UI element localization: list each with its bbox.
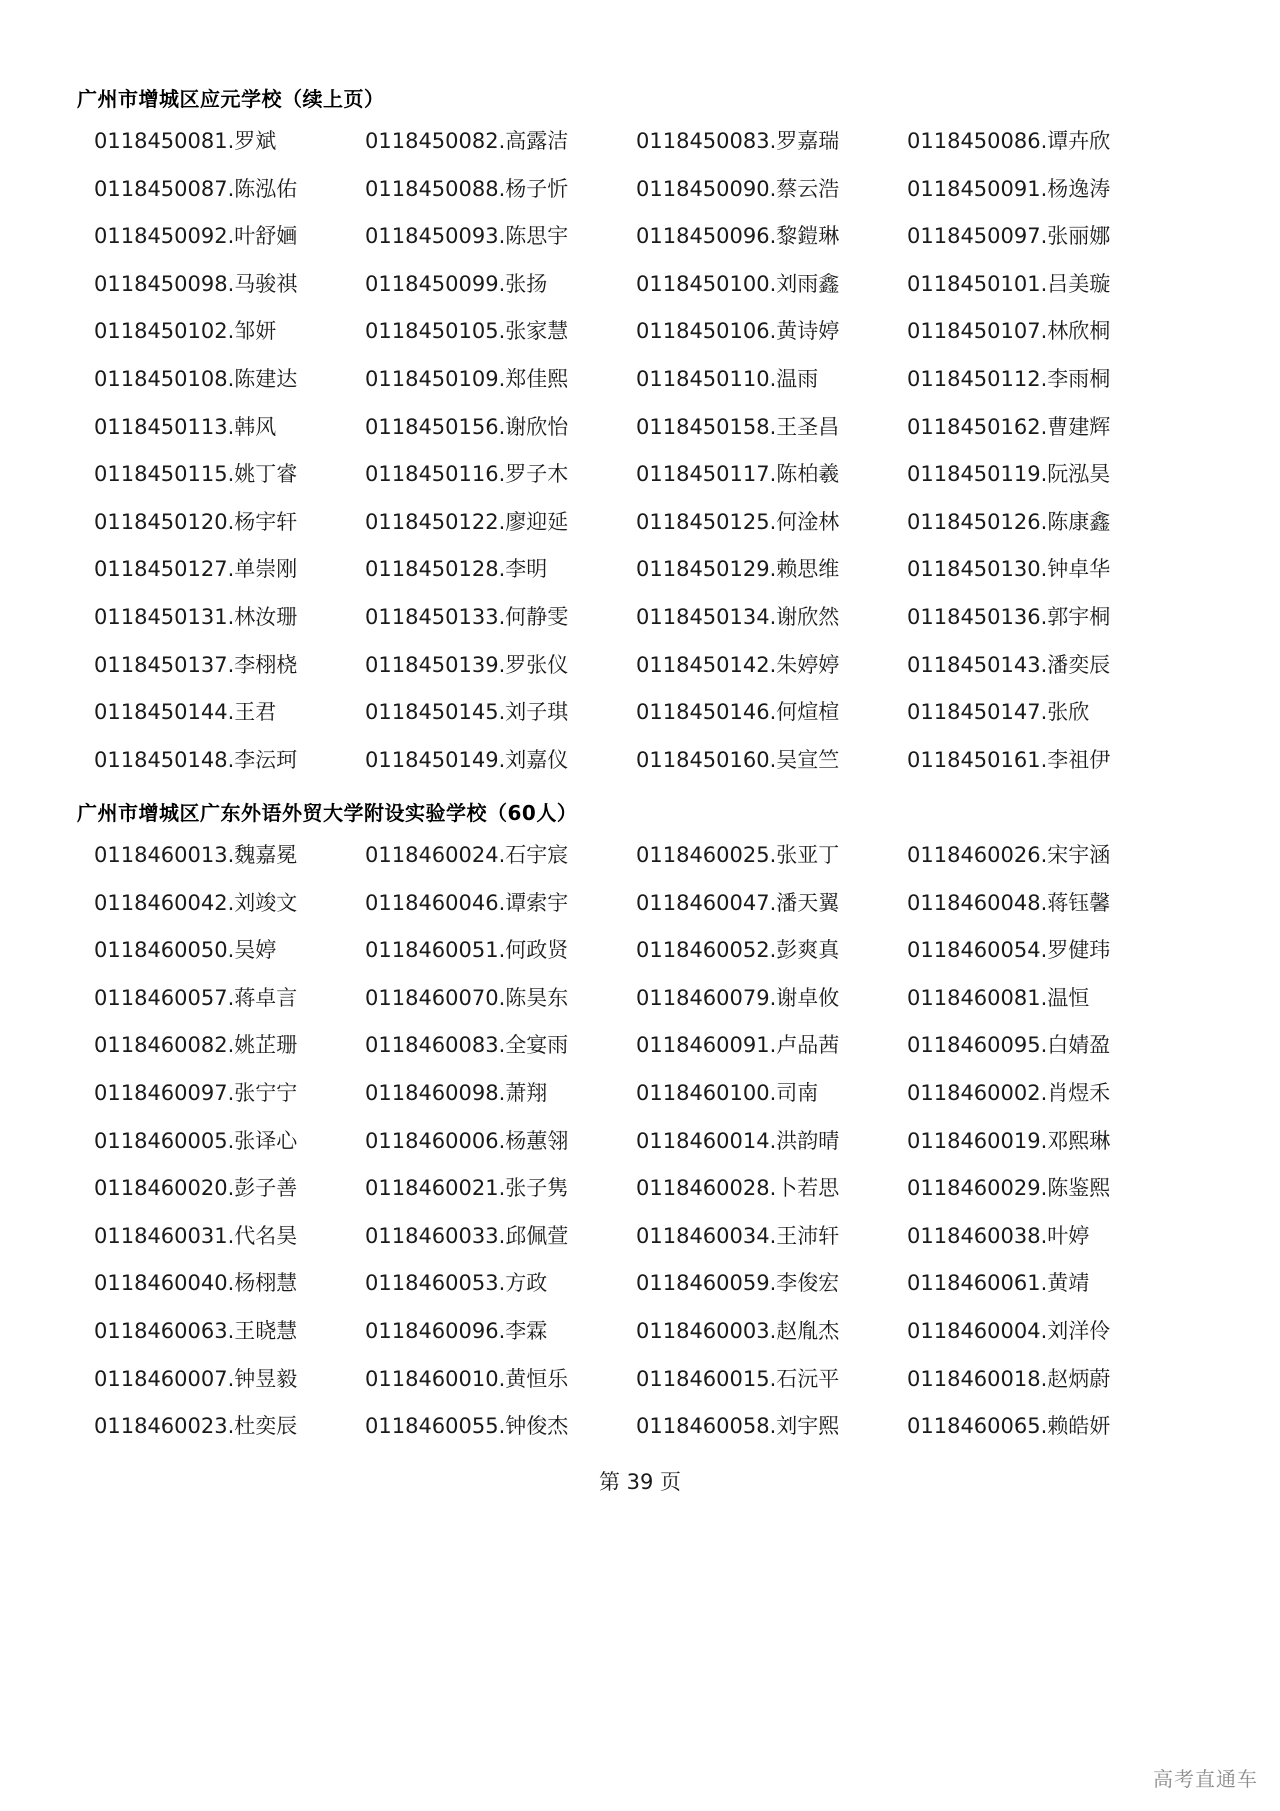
student-entry: 0118450097.张丽娜 xyxy=(907,224,1111,249)
student-entry: 0118460033.邱佩萱 xyxy=(365,1223,569,1248)
student-entry: 0118450113.韩风 xyxy=(94,414,277,439)
student-entry: 0118450133.何静雯 xyxy=(365,604,569,629)
student-entry: 0118450131.林汝珊 xyxy=(94,604,298,629)
student-entry: 0118450098.马骏祺 xyxy=(94,271,298,296)
student-entry: 0118460079.谢卓攸 xyxy=(636,985,840,1010)
student-entry: 0118450149.刘嘉仪 xyxy=(365,747,569,772)
student-entry: 0118460091.卢品茜 xyxy=(636,1033,840,1058)
student-entry: 0118450136.郭宇桐 xyxy=(907,604,1111,629)
student-entry: 0118460013.魏嘉冕 xyxy=(94,843,298,867)
student-entry: 0118450158.王圣昌 xyxy=(636,414,840,439)
student-entry: 0118450162.曹建辉 xyxy=(907,414,1111,439)
student-entry: 0118460028.卜若思 xyxy=(636,1176,840,1201)
student-entry: 0118460024.石宇宸 xyxy=(365,843,569,867)
student-entry: 0118450156.谢欣怡 xyxy=(365,414,569,439)
student-entry: 0118460082.姚芷珊 xyxy=(94,1033,298,1058)
student-entry: 0118450115.姚丁睿 xyxy=(94,462,298,487)
student-entry: 0118450125.何淦林 xyxy=(636,509,840,534)
student-entry: 0118460040.杨栩慧 xyxy=(94,1271,298,1296)
student-entry: 0118460015.石沅平 xyxy=(636,1366,840,1391)
student-entry: 0118450145.刘子琪 xyxy=(365,700,569,725)
student-entry: 0118460065.赖皓妍 xyxy=(907,1414,1111,1439)
student-entry: 0118460054.罗健玮 xyxy=(907,938,1111,963)
student-entry: 0118460019.邓熙琳 xyxy=(907,1128,1111,1153)
section-title-yingyuan-school: 广州市增城区应元学校（续上页） xyxy=(77,87,385,111)
student-entry: 0118450082.高露洁 xyxy=(365,129,569,153)
section-title-gdufs-experimental-school: 广州市增城区广东外语外贸大学附设实验学校（60人） xyxy=(77,801,578,825)
student-entry: 0118450108.陈建达 xyxy=(94,366,298,391)
student-entry: 0118460083.全宴雨 xyxy=(365,1033,569,1058)
student-entry: 0118460100.司南 xyxy=(636,1080,819,1105)
student-entry: 0118450101.吕美璇 xyxy=(907,271,1111,296)
student-entry: 0118450139.罗张仪 xyxy=(365,652,569,677)
student-entry: 0118460048.蒋钰馨 xyxy=(907,890,1111,915)
student-entry: 0118450116.罗子木 xyxy=(365,462,569,487)
student-entry: 0118460047.潘天翼 xyxy=(636,890,840,915)
student-entry: 0118460053.方政 xyxy=(365,1271,548,1296)
student-entry: 0118460006.杨蕙翎 xyxy=(365,1128,569,1153)
student-entry: 0118460061.黄靖 xyxy=(907,1271,1090,1296)
student-entry: 0118460063.王晓慧 xyxy=(94,1318,298,1343)
student-entry: 0118460055.钟俊杰 xyxy=(365,1414,569,1439)
student-entry: 0118460025.张亚丁 xyxy=(636,843,840,867)
student-entry: 0118450090.蔡云浩 xyxy=(636,176,840,201)
student-entry: 0118460096.李霖 xyxy=(365,1318,548,1343)
student-entry: 0118450119.阮泓昊 xyxy=(907,462,1111,487)
student-entry: 0118450106.黄诗婷 xyxy=(636,319,840,344)
student-entry: 0118460052.彭爽真 xyxy=(636,938,840,963)
student-entry: 0118460010.黄恒乐 xyxy=(365,1366,569,1391)
student-entry: 0118450137.李栩桡 xyxy=(94,652,298,677)
student-entry: 0118450128.李明 xyxy=(365,557,548,582)
student-entry: 0118460029.陈鉴熙 xyxy=(907,1176,1111,1201)
student-entry: 0118460003.赵胤杰 xyxy=(636,1318,840,1343)
student-entry: 0118450129.赖思维 xyxy=(636,557,840,582)
student-list-yingyuan-school xyxy=(94,126,1174,792)
student-entry: 0118460014.洪韵晴 xyxy=(636,1128,840,1153)
student-entry: 0118450122.廖迎延 xyxy=(365,509,569,534)
student-entry: 0118450092.叶舒婳 xyxy=(94,224,298,249)
student-entry: 0118450112.李雨桐 xyxy=(907,366,1111,391)
student-entry: 0118460057.蒋卓言 xyxy=(94,985,298,1010)
student-entry: 0118460070.陈昊东 xyxy=(365,985,569,1010)
student-entry: 0118460007.钟昱毅 xyxy=(94,1366,298,1391)
student-entry: 0118460002.肖煜禾 xyxy=(907,1080,1111,1105)
student-entry: 0118450126.陈康鑫 xyxy=(907,509,1111,534)
student-entry: 0118460005.张译心 xyxy=(94,1128,298,1153)
student-entry: 0118450161.李祖伊 xyxy=(907,747,1111,772)
student-entry: 0118450143.潘奕辰 xyxy=(907,652,1111,677)
student-entry: 0118450134.谢欣然 xyxy=(636,604,840,629)
student-entry: 0118450096.黎鎧琳 xyxy=(636,224,840,249)
student-entry: 0118450099.张扬 xyxy=(365,271,548,296)
student-entry: 0118460023.杜奕辰 xyxy=(94,1414,298,1439)
student-entry: 0118450091.杨逸涛 xyxy=(907,176,1111,201)
student-entry: 0118450086.谭卉欣 xyxy=(907,129,1111,153)
student-entry: 0118450100.刘雨鑫 xyxy=(636,271,840,296)
student-entry: 0118460031.代名昊 xyxy=(94,1223,298,1248)
student-entry: 0118450110.温雨 xyxy=(636,366,819,391)
student-entry: 0118460050.吴婷 xyxy=(94,938,277,963)
student-entry: 0118450088.杨子忻 xyxy=(365,176,569,201)
student-entry: 0118450127.单崇刚 xyxy=(94,557,298,582)
student-entry: 0118450081.罗斌 xyxy=(94,129,277,153)
watermark: 高考直通车 xyxy=(1153,1767,1258,1791)
student-entry: 0118460004.刘洋伶 xyxy=(907,1318,1111,1343)
student-entry: 0118460058.刘宇熙 xyxy=(636,1414,840,1439)
student-entry: 0118450146.何煊楦 xyxy=(636,700,840,725)
student-entry: 0118460098.萧翔 xyxy=(365,1080,548,1105)
student-entry: 0118450117.陈柏羲 xyxy=(636,462,840,487)
student-entry: 0118460026.宋宇涵 xyxy=(907,843,1111,867)
student-entry: 0118460059.李俊宏 xyxy=(636,1271,840,1296)
student-entry: 0118450107.林欣桐 xyxy=(907,319,1111,344)
student-entry: 0118460020.彭子善 xyxy=(94,1176,298,1201)
student-entry: 0118460042.刘竣文 xyxy=(94,890,298,915)
student-entry: 0118450102.邹妍 xyxy=(94,319,277,344)
student-entry: 0118450160.吴宣竺 xyxy=(636,747,840,772)
student-entry: 0118450105.张家慧 xyxy=(365,319,569,344)
student-entry: 0118460034.王沛轩 xyxy=(636,1223,840,1248)
student-entry: 0118450093.陈思宇 xyxy=(365,224,569,249)
student-entry: 0118450109.郑佳熙 xyxy=(365,366,569,391)
student-entry: 0118450144.王君 xyxy=(94,700,277,725)
student-entry: 0118450142.朱婷婷 xyxy=(636,652,840,677)
student-entry: 0118460051.何政贤 xyxy=(365,938,569,963)
student-list-gdufs-experimental-school xyxy=(94,840,1174,1459)
student-entry: 0118460038.叶婷 xyxy=(907,1223,1090,1248)
student-entry: 0118450120.杨宇轩 xyxy=(94,509,298,534)
student-entry: 0118460018.赵炳蔚 xyxy=(907,1366,1111,1391)
student-entry: 0118450147.张欣 xyxy=(907,700,1090,725)
student-entry: 0118450148.李沄珂 xyxy=(94,747,298,772)
student-entry: 0118460081.温恒 xyxy=(907,985,1090,1010)
student-entry: 0118460021.张子隽 xyxy=(365,1176,569,1201)
student-entry: 0118450087.陈泓佑 xyxy=(94,176,298,201)
student-entry: 0118450130.钟卓华 xyxy=(907,557,1111,582)
student-entry: 0118450083.罗嘉瑞 xyxy=(636,129,840,153)
student-entry: 0118460095.白婧盈 xyxy=(907,1033,1111,1058)
student-entry: 0118460046.谭索宇 xyxy=(365,890,569,915)
student-entry: 0118460097.张宁宁 xyxy=(94,1080,298,1105)
page-number: 第 39 页 xyxy=(598,1470,682,1494)
